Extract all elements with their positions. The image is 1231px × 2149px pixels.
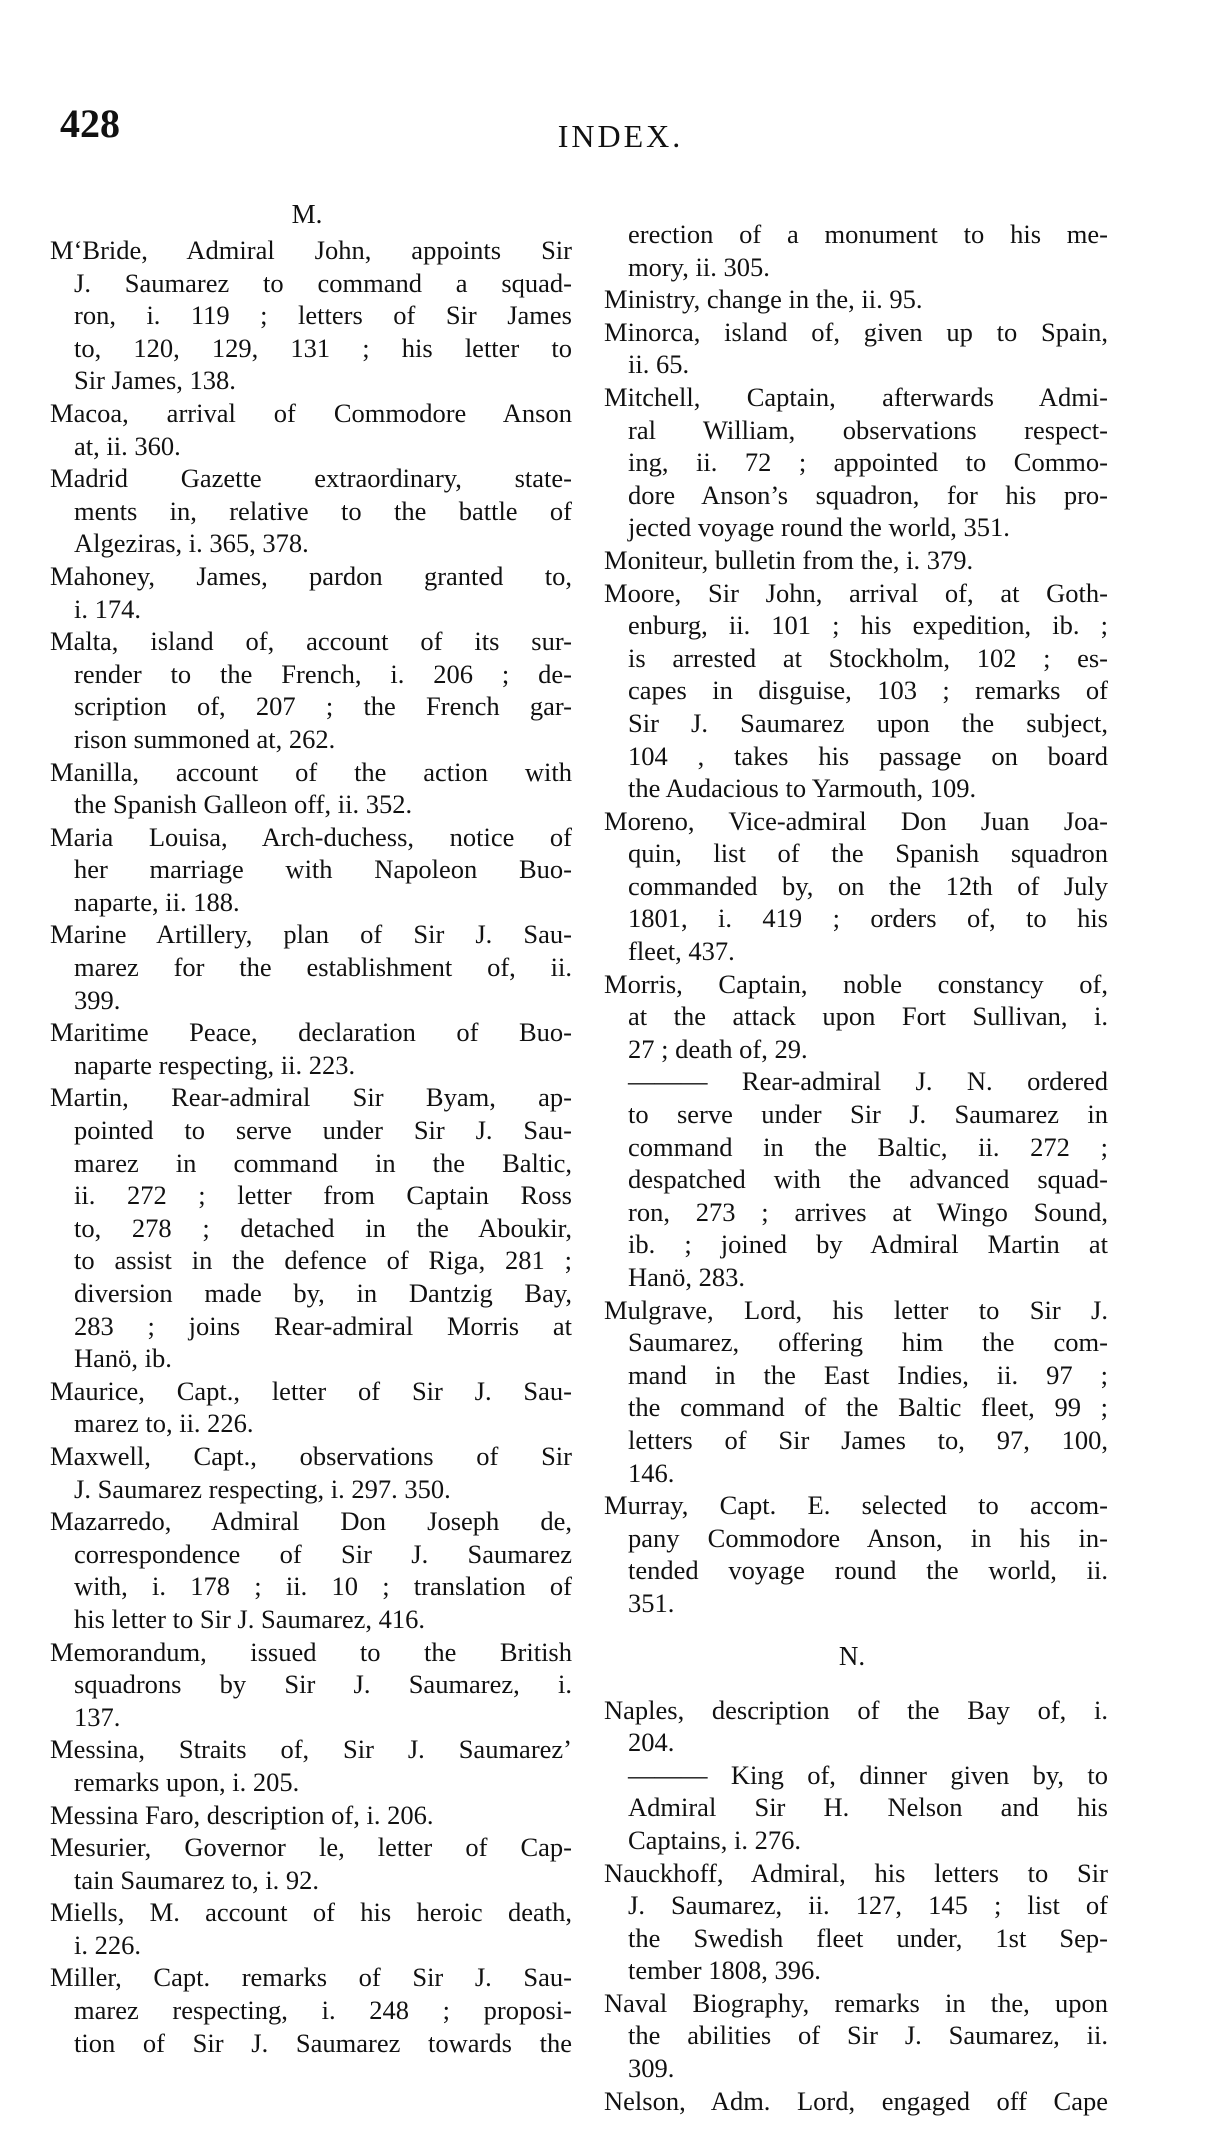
index-entry	[596, 1065, 1108, 1293]
entry-continuation-line: marez respecting, i. 248 ; proposi-	[74, 1995, 572, 2026]
entry-heading-line: Moniteur, bulletin from the, i. 379.	[604, 544, 974, 575]
entry-heading-line: Nauckhoff, Admiral, his letters to Sir	[604, 1857, 1108, 1888]
index-entry	[596, 218, 1108, 283]
entry-continuation-line: to serve under Sir J. Saumarez in	[628, 1099, 1108, 1130]
index-entry	[42, 1961, 572, 2059]
entry-continuation-line: squadrons by Sir J. Saumarez, i.	[74, 1669, 572, 1700]
entry-continuation-line: marez to, ii. 226.	[74, 1408, 254, 1439]
entry-continuation-line: capes in disguise, 103 ; remarks of	[628, 675, 1108, 706]
entry-continuation-line: ron, i. 119 ; letters of Sir James	[74, 300, 572, 331]
entry-heading-line: Minorca, island of, given up to Spain,	[604, 316, 1108, 347]
entry-heading-line: Murray, Capt. E. selected to accom-	[604, 1490, 1108, 1521]
entry-continuation-line: the Spanish Galleon off, ii. 352.	[74, 789, 413, 820]
entry-heading-line: Miells, M. account of his heroic death,	[50, 1897, 572, 1928]
entry-heading-line: M‘Bride, Admiral John, appoints Sir	[50, 235, 572, 265]
entry-continuation-line: ments in, relative to the battle of	[74, 495, 572, 526]
entry-heading-line: Manilla, account of the action with	[50, 756, 572, 787]
entry-continuation-line: naparte respecting, ii. 223.	[74, 1049, 356, 1080]
entry-continuation-line: 309.	[628, 2053, 675, 2084]
entry-continuation-line: ral William, observations respect-	[628, 414, 1108, 445]
entry-continuation-line: tain Saumarez to, i. 92.	[74, 1864, 320, 1895]
index-entry	[42, 1831, 572, 1896]
index-column-right	[596, 218, 1108, 2117]
entry-continuation-line: ron, 273 ; arrives at Wingo Sound,	[628, 1196, 1108, 1227]
index-column-left	[42, 199, 572, 2059]
entry-heading-line: Morris, Captain, noble constancy of,	[604, 968, 1108, 999]
entry-continuation-line: i. 174.	[74, 593, 141, 624]
entry-continuation-line: tion of Sir J. Saumarez towards the	[74, 2027, 572, 2058]
index-entry	[42, 1799, 572, 1832]
index-entry	[42, 1081, 572, 1374]
entry-continuation-line: commanded by, on the 12th of July	[628, 870, 1108, 901]
entry-heading-line: Martin, Rear-admiral Sir Byam, ap-	[50, 1082, 572, 1113]
entry-continuation-line: correspondence of Sir J. Saumarez	[74, 1538, 572, 1569]
index-entry	[42, 1896, 572, 1961]
entry-continuation-line: rison summoned at, 262.	[74, 723, 336, 754]
index-entry	[42, 1016, 572, 1081]
entry-continuation-line: J. Saumarez to command a squad-	[74, 267, 572, 298]
entry-continuation-line: enburg, ii. 101 ; his expedition, ib. ;	[628, 610, 1108, 641]
entry-continuation-line: ii. 272 ; letter from Captain Ross	[74, 1180, 572, 1211]
entry-continuation-line: despatched with the advanced squad-	[628, 1164, 1108, 1195]
entry-continuation-line: Captains, i. 276.	[628, 1824, 801, 1855]
entry-continuation-line: ib. ; joined by Admiral Martin at	[628, 1229, 1108, 1260]
entry-continuation-line: at the attack upon Fort Sullivan, i.	[628, 1001, 1108, 1032]
entry-continuation-line: the Swedish fleet under, 1st Sep-	[628, 1922, 1108, 1953]
index-entry	[596, 577, 1108, 805]
entry-heading-line: Mesurier, Governor le, letter of Cap-	[50, 1832, 572, 1863]
entry-continuation-line: Sir James, 138.	[74, 365, 236, 396]
entry-continuation-line: i. 226.	[74, 1929, 141, 1960]
index-entry	[42, 1505, 572, 1635]
entry-heading-line: Maritime Peace, declaration of Buo-	[50, 1017, 572, 1048]
index-entry	[42, 1636, 572, 1734]
entry-continuation-line: her marriage with Napoleon Buo-	[74, 854, 572, 885]
index-entry	[42, 397, 572, 462]
entry-continuation-line: 399.	[74, 984, 121, 1015]
entry-list	[596, 1694, 1108, 2118]
entry-continuation-line: to, 278 ; detached in the Aboukir,	[74, 1212, 572, 1243]
entry-continuation-line: Admiral Sir H. Nelson and his	[628, 1792, 1108, 1823]
entry-continuation-line: to assist in the defence of Riga, 281 ;	[74, 1245, 572, 1276]
entry-list	[42, 234, 572, 2059]
entry-continuation-line: render to the French, i. 206 ; de-	[74, 658, 572, 689]
index-entry	[596, 968, 1108, 1066]
entry-continuation-line: command in the Baltic, ii. 272 ;	[628, 1131, 1108, 1162]
index-entry	[42, 560, 572, 625]
entry-continuation-line: the Audacious to Yarmouth, 109.	[628, 773, 977, 804]
entry-heading-line: Ministry, change in the, ii. 95.	[604, 284, 923, 315]
entry-heading-line: Naples, description of the Bay of, i.	[604, 1694, 1108, 1725]
entry-continuation-line: to, 120, 129, 131 ; his letter to	[74, 332, 572, 363]
entry-continuation-line: pany Commodore Anson, in his in-	[628, 1522, 1108, 1553]
index-entry	[596, 2085, 1108, 2118]
entry-heading-line: Maria Louisa, Arch-duchess, notice of	[50, 821, 572, 852]
entry-continuation-line: with, i. 178 ; ii. 10 ; translation of	[74, 1571, 572, 1602]
entry-continuation-line: ii. 65.	[628, 349, 690, 380]
index-entry	[596, 1694, 1108, 1759]
entry-continuation-line: marez in command in the Baltic,	[74, 1147, 572, 1178]
entry-continuation-line: 27 ; death of, 29.	[628, 1033, 808, 1064]
entry-continuation-line: naparte, ii. 188.	[74, 886, 240, 917]
index-entry	[596, 1987, 1108, 2085]
entry-continuation-line: Sir J. Saumarez upon the subject,	[628, 707, 1108, 738]
index-entry	[42, 1375, 572, 1440]
entry-heading-line: ——— Rear-admiral J. N. ordered	[628, 1066, 1108, 1097]
entry-heading-line: Mitchell, Captain, afterwards Admi-	[604, 381, 1108, 412]
index-entry	[42, 1733, 572, 1798]
index-entry	[596, 283, 1108, 316]
entry-heading-line: Messina Faro, description of, i. 206.	[50, 1799, 434, 1830]
entry-continuation-line: marez for the establishment of, ii.	[74, 952, 572, 983]
entry-continuation-line: J. Saumarez respecting, i. 297. 350.	[74, 1473, 451, 1504]
index-entry	[42, 1440, 572, 1505]
section-letter-m: M.	[291, 199, 323, 229]
running-head-title: INDEX.	[557, 118, 684, 154]
entry-continuation-line: 137.	[74, 1701, 121, 1732]
entry-heading-line: Macoa, arrival of Commodore Anson	[50, 397, 572, 428]
entry-heading-line: erection of a monument to his me-	[628, 219, 1108, 249]
entry-continuation-line: 1801, i. 419 ; orders of, to his	[628, 903, 1108, 934]
entry-heading-line: Naval Biography, remarks in the, upon	[604, 1987, 1108, 2018]
index-entry	[596, 316, 1108, 381]
section-letter-n: N.	[838, 1640, 866, 1671]
entry-continuation-line: at, ii. 360.	[74, 430, 181, 461]
entry-continuation-line: J. Saumarez, ii. 127, 145 ; list of	[628, 1890, 1108, 1921]
entry-continuation-line: the command of the Baltic fleet, 99 ;	[628, 1392, 1108, 1423]
entry-continuation-line: is arrested at Stockholm, 102 ; es-	[628, 642, 1108, 673]
entry-heading-line: Messina, Straits of, Sir J. Saumarez’	[50, 1734, 572, 1765]
entry-continuation-line: scription of, 207 ; the French gar-	[74, 691, 572, 722]
entry-continuation-line: 351.	[628, 1587, 675, 1618]
entry-heading-line: Mahoney, James, pardon granted to,	[50, 560, 572, 591]
entry-continuation-line: Hanö, 283.	[628, 1262, 746, 1292]
entry-continuation-line: Saumarez, offering him the com-	[628, 1327, 1108, 1358]
index-entry	[42, 918, 572, 1016]
entry-list	[596, 218, 1108, 1620]
entry-continuation-line: his letter to Sir J. Saumarez, 416.	[74, 1603, 426, 1634]
index-entry	[42, 756, 572, 821]
index-entry	[42, 462, 572, 560]
index-entry	[596, 544, 1108, 577]
entry-continuation-line: ing, ii. 72 ; appointed to Commo-	[628, 447, 1108, 478]
entry-continuation-line: diversion made by, in Dantzig Bay,	[74, 1278, 572, 1308]
entry-heading-line: Marine Artillery, plan of Sir J. Sau-	[50, 919, 572, 950]
index-entry	[596, 1489, 1108, 1619]
entry-continuation-line: 204.	[628, 1727, 675, 1758]
entry-heading-line: Nelson, Adm. Lord, engaged off Cape	[604, 2085, 1108, 2116]
index-entry	[596, 381, 1108, 544]
entry-continuation-line: mory, ii. 305.	[628, 251, 770, 282]
index-entry	[42, 625, 572, 755]
entry-continuation-line: Algeziras, i. 365, 378.	[74, 528, 309, 559]
entry-heading-line: Moreno, Vice-admiral Don Juan Joa-	[604, 805, 1108, 836]
entry-continuation-line: 146.	[628, 1457, 675, 1488]
entry-heading-line: Mazarredo, Admiral Don Joseph de,	[50, 1506, 572, 1537]
entry-heading-line: Maxwell, Capt., observations of Sir	[50, 1440, 572, 1471]
index-entry	[596, 1294, 1108, 1490]
entry-heading-line: Mulgrave, Lord, his letter to Sir J.	[604, 1294, 1108, 1325]
entry-continuation-line: mand in the East Indies, ii. 97 ;	[628, 1359, 1108, 1390]
entry-continuation-line: 283 ; joins Rear-admiral Morris at	[74, 1310, 572, 1341]
entry-continuation-line: fleet, 437.	[628, 936, 735, 967]
index-entry	[42, 234, 572, 397]
entry-continuation-line: letters of Sir James to, 97, 100,	[628, 1424, 1108, 1455]
entry-continuation-line: 104 , takes his passage on board	[628, 740, 1108, 771]
entry-continuation-line: tended voyage round the world, ii.	[628, 1555, 1108, 1586]
entry-continuation-line: remarks upon, i. 205.	[74, 1766, 300, 1797]
entry-continuation-line: the abilities of Sir J. Saumarez, ii.	[628, 2020, 1108, 2051]
entry-continuation-line: Hanö, ib.	[74, 1343, 172, 1374]
index-entry	[596, 805, 1108, 968]
entry-heading-line: ——— King of, dinner given by, to	[628, 1759, 1108, 1790]
page-number: 428	[60, 101, 120, 146]
index-entry	[42, 821, 572, 919]
index-entry	[596, 1857, 1108, 1987]
entry-continuation-line: quin, list of the Spanish squadron	[628, 838, 1108, 869]
entry-heading-line: Malta, island of, account of its sur-	[50, 626, 572, 657]
entry-heading-line: Moore, Sir John, arrival of, at Goth-	[604, 577, 1108, 608]
index-entry	[596, 1759, 1108, 1857]
entry-heading-line: Maurice, Capt., letter of Sir J. Sau-	[50, 1375, 572, 1406]
entry-continuation-line: tember 1808, 396.	[628, 1955, 821, 1986]
entry-continuation-line: jected voyage round the world, 351.	[628, 512, 1010, 543]
entry-heading-line: Miller, Capt. remarks of Sir J. Sau-	[50, 1962, 572, 1993]
entry-continuation-line: pointed to serve under Sir J. Sau-	[74, 1115, 572, 1146]
entry-continuation-line: dore Anson’s squadron, for his pro-	[628, 479, 1108, 510]
entry-heading-line: Madrid Gazette extraordinary, state-	[50, 463, 572, 494]
entry-heading-line: Memorandum, issued to the British	[50, 1636, 572, 1667]
